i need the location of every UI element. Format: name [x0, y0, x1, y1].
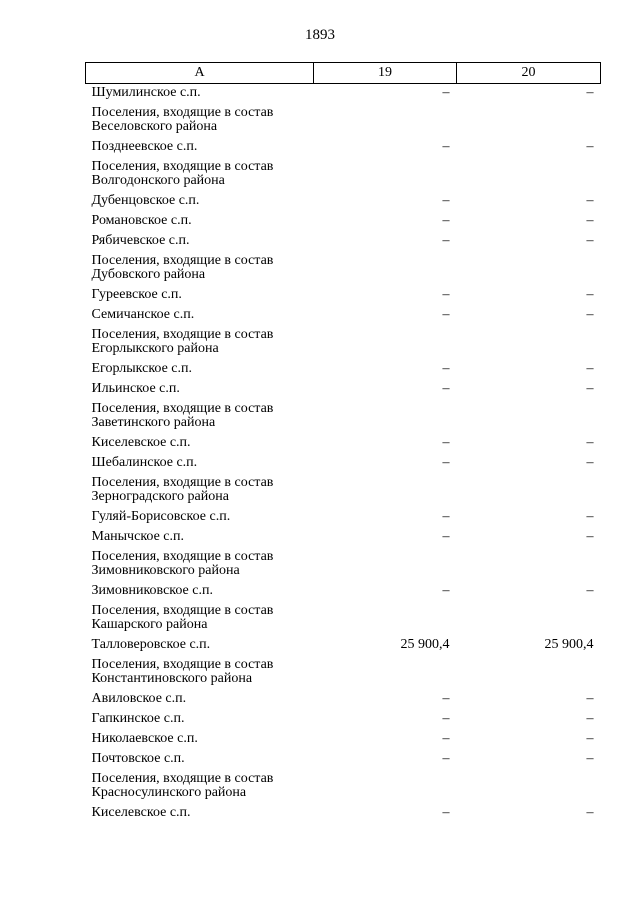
table-row — [86, 636, 601, 656]
table-row — [86, 306, 601, 326]
value-20-cell: – — [586, 139, 594, 154]
value-19-cell: – — [442, 435, 450, 450]
row-name-cell: Почтовское с.п. — [91, 751, 185, 766]
group-header-row — [86, 770, 601, 804]
value-20-cell — [457, 326, 601, 360]
row-name-cell: Гапкинское с.п. — [91, 711, 185, 726]
table-row — [86, 212, 601, 232]
value-19-cell — [314, 400, 457, 434]
data-table — [85, 62, 601, 824]
value-19-cell: – — [442, 381, 450, 396]
group-header-row — [86, 158, 601, 192]
header-row — [86, 63, 601, 84]
value-19-cell: – — [442, 751, 450, 766]
group-header-row — [86, 104, 601, 138]
row-name-cell: Гуреевское с.п. — [91, 287, 182, 302]
row-name-cell: Ильинское с.п. — [91, 381, 180, 396]
group-header-row — [86, 400, 601, 434]
value-19-cell: – — [442, 529, 450, 544]
value-19-cell: – — [442, 711, 450, 726]
value-20-cell: – — [586, 455, 594, 470]
row-name-cell: Поселения, входящие в состав Заветинского района — [91, 401, 274, 430]
value-20-cell: – — [586, 213, 594, 228]
value-20-cell: – — [586, 85, 594, 100]
value-20-cell: – — [586, 751, 594, 766]
row-name-cell: Поселения, входящие в состав Дубовского района — [91, 253, 274, 282]
value-20-cell: – — [586, 361, 594, 376]
value-19-cell: – — [442, 85, 450, 100]
value-19-cell: – — [442, 307, 450, 322]
group-header-row — [86, 656, 601, 690]
value-20-cell: – — [586, 509, 594, 524]
row-name-cell: Николаевское с.п. — [91, 731, 198, 746]
table-row — [86, 360, 601, 380]
value-20-cell: – — [586, 805, 594, 820]
value-20-cell: – — [586, 711, 594, 726]
value-19-cell: – — [442, 731, 450, 746]
table-row — [86, 582, 601, 602]
value-19-cell: – — [442, 361, 450, 376]
value-19-cell — [314, 656, 457, 690]
value-20-cell — [457, 400, 601, 434]
table-row — [86, 454, 601, 474]
row-name-cell: Киселевское с.п. — [91, 805, 191, 820]
row-name-cell: Поселения, входящие в состав Веселовского района — [91, 105, 274, 134]
table-row — [86, 286, 601, 306]
value-20-cell: – — [586, 307, 594, 322]
row-name-cell: Поселения, входящие в состав Зимовниковского района — [91, 549, 274, 578]
table-row — [86, 804, 601, 824]
value-20-cell: – — [586, 381, 594, 396]
value-19-cell — [314, 104, 457, 138]
table-row — [86, 138, 601, 158]
value-19-cell: – — [442, 139, 450, 154]
value-19-cell — [314, 252, 457, 286]
table-row — [86, 690, 601, 710]
group-header-row — [86, 326, 601, 360]
value-19-cell: 25 900,4 — [400, 637, 450, 652]
table-row — [86, 730, 601, 750]
value-19-cell — [314, 326, 457, 360]
value-20-cell — [457, 656, 601, 690]
table-row — [86, 710, 601, 730]
row-name-cell: Манычское с.п. — [91, 529, 184, 544]
row-name-cell: Поселения, входящие в состав Кашарского района — [91, 603, 274, 632]
group-header-row — [86, 474, 601, 508]
row-name-cell: Талловеровское с.п. — [91, 637, 211, 652]
value-19-cell: – — [442, 233, 450, 248]
value-19-cell: – — [442, 213, 450, 228]
row-name-cell: Дубенцовское с.п. — [91, 193, 200, 208]
table-row — [86, 434, 601, 454]
table-row — [86, 750, 601, 770]
value-19-cell: – — [442, 287, 450, 302]
table-row — [86, 508, 601, 528]
value-20-cell: – — [586, 435, 594, 450]
value-20-cell: – — [586, 731, 594, 746]
row-name-cell: Зимовниковское с.п. — [91, 583, 213, 598]
group-header-row — [86, 602, 601, 636]
value-19-cell: – — [442, 805, 450, 820]
column-header-19: 19 — [314, 63, 457, 84]
value-19-cell — [314, 770, 457, 804]
table-row — [86, 528, 601, 548]
value-19-cell: – — [442, 193, 450, 208]
row-name-cell: Позднеевское с.п. — [91, 139, 198, 154]
value-20-cell: – — [586, 691, 594, 706]
row-name-cell: Шумилинское с.п. — [91, 85, 201, 100]
value-20-cell: – — [586, 193, 594, 208]
row-name-cell: Поселения, входящие в состав Егорлыкского района — [91, 327, 274, 356]
value-20-cell: – — [586, 287, 594, 302]
row-name-cell: Романовское с.п. — [91, 213, 192, 228]
row-name-cell: Поселения, входящие в состав Красносулинского района — [91, 771, 274, 800]
row-name-cell: Егорлыкское с.п. — [91, 361, 193, 376]
value-19-cell: – — [442, 455, 450, 470]
table-row — [86, 84, 601, 105]
value-20-cell: – — [586, 233, 594, 248]
table-body — [86, 84, 601, 825]
row-name-cell: Поселения, входящие в состав Константиновского района — [91, 657, 274, 686]
value-20-cell — [457, 602, 601, 636]
column-header-a: А — [86, 63, 314, 84]
value-20-cell — [457, 252, 601, 286]
value-19-cell — [314, 548, 457, 582]
table-header — [86, 63, 601, 84]
table-row — [86, 380, 601, 400]
row-name-cell: Поселения, входящие в состав Зерноградского района — [91, 475, 274, 504]
row-name-cell: Шебалинское с.п. — [91, 455, 198, 470]
row-name-cell: Семичанское с.п. — [91, 307, 195, 322]
value-19-cell — [314, 602, 457, 636]
page-number: 1893 — [305, 27, 335, 43]
group-header-row — [86, 548, 601, 582]
value-20-cell — [457, 104, 601, 138]
table-row — [86, 232, 601, 252]
value-19-cell: – — [442, 509, 450, 524]
value-19-cell — [314, 474, 457, 508]
group-header-row — [86, 252, 601, 286]
value-20-cell — [457, 474, 601, 508]
value-20-cell — [457, 548, 601, 582]
row-name-cell: Авиловское с.п. — [91, 691, 187, 706]
value-20-cell: – — [586, 583, 594, 598]
value-20-cell — [457, 770, 601, 804]
value-19-cell: – — [442, 691, 450, 706]
value-20-cell: – — [586, 529, 594, 544]
column-header-20: 20 — [457, 63, 601, 84]
value-20-cell — [457, 158, 601, 192]
value-19-cell — [314, 158, 457, 192]
value-19-cell: – — [442, 583, 450, 598]
row-name-cell: Гуляй-Борисовское с.п. — [91, 509, 231, 524]
row-name-cell: Киселевское с.п. — [91, 435, 191, 450]
value-20-cell: 25 900,4 — [544, 637, 594, 652]
row-name-cell: Поселения, входящие в состав Волгодонского района — [91, 159, 274, 188]
row-name-cell: Рябичевское с.п. — [91, 233, 190, 248]
table-row — [86, 192, 601, 212]
